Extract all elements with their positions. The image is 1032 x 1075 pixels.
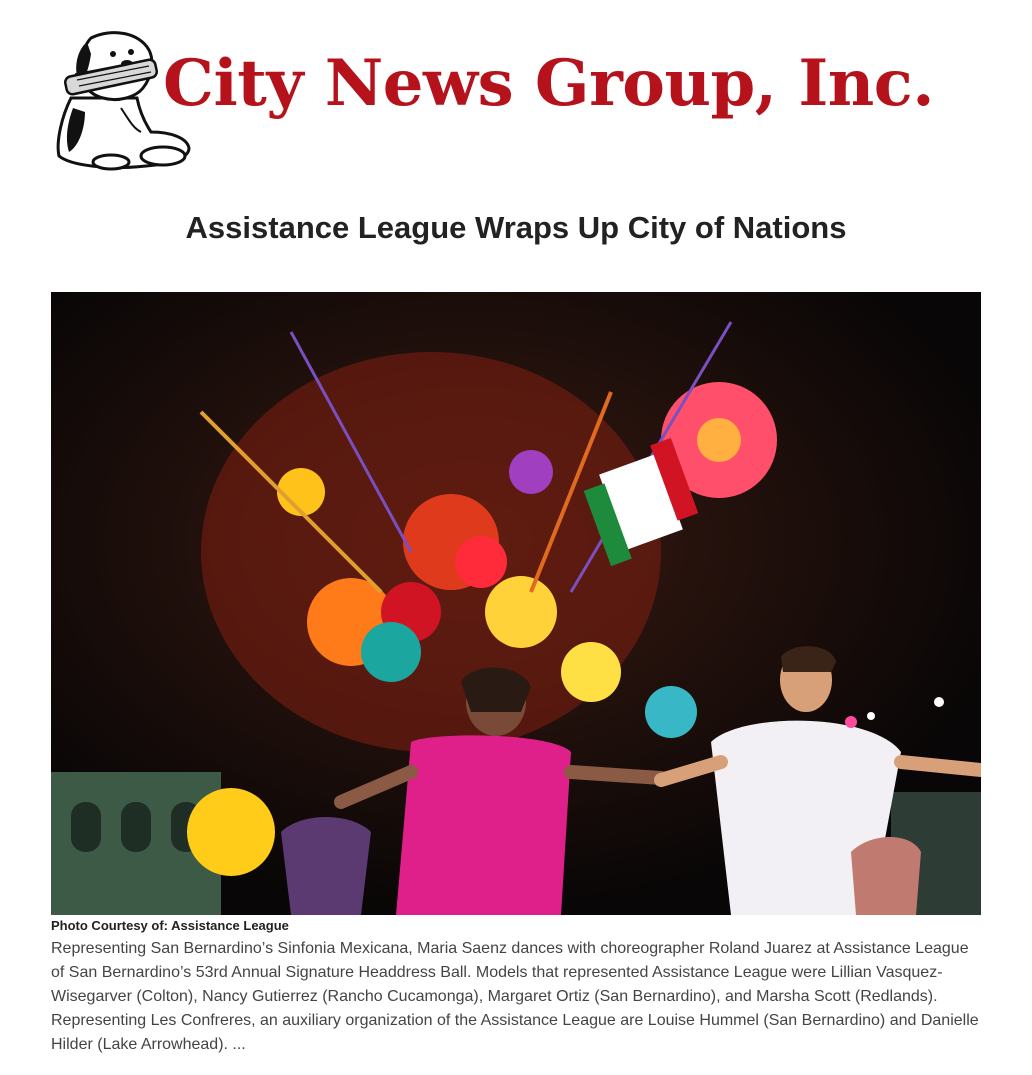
site-name: City News Group, Inc. xyxy=(163,46,935,121)
photo-credit: Photo Courtesy of: Assistance League xyxy=(51,918,289,933)
article-title: Assistance League Wraps Up City of Nations xyxy=(185,210,847,245)
headdress-dance-photo xyxy=(51,292,981,915)
article-photo xyxy=(51,292,981,915)
article-caption: Representing San Bernardino’s Sinfonia Mexicana, Maria Saenz dances with choreographer Roland Juarez at Assistance League of San Bernardino’s 53rd Annual Signature Headdress Ball. Models that represented Assistance League were Lillian Vasquez-Wisegarver (Colton), Nancy Gutierrez (Rancho Cucamonga), Margaret Ortiz (San Bernardino), and Marsha Scott (Redlands). Representing Les Confreres, an auxiliary organization of the Assistance League are Louise Hummel (San Bernardino) and Danielle Hilder (Lake Arrowhead). ... xyxy=(51,940,979,1053)
masthead xyxy=(51,28,981,178)
